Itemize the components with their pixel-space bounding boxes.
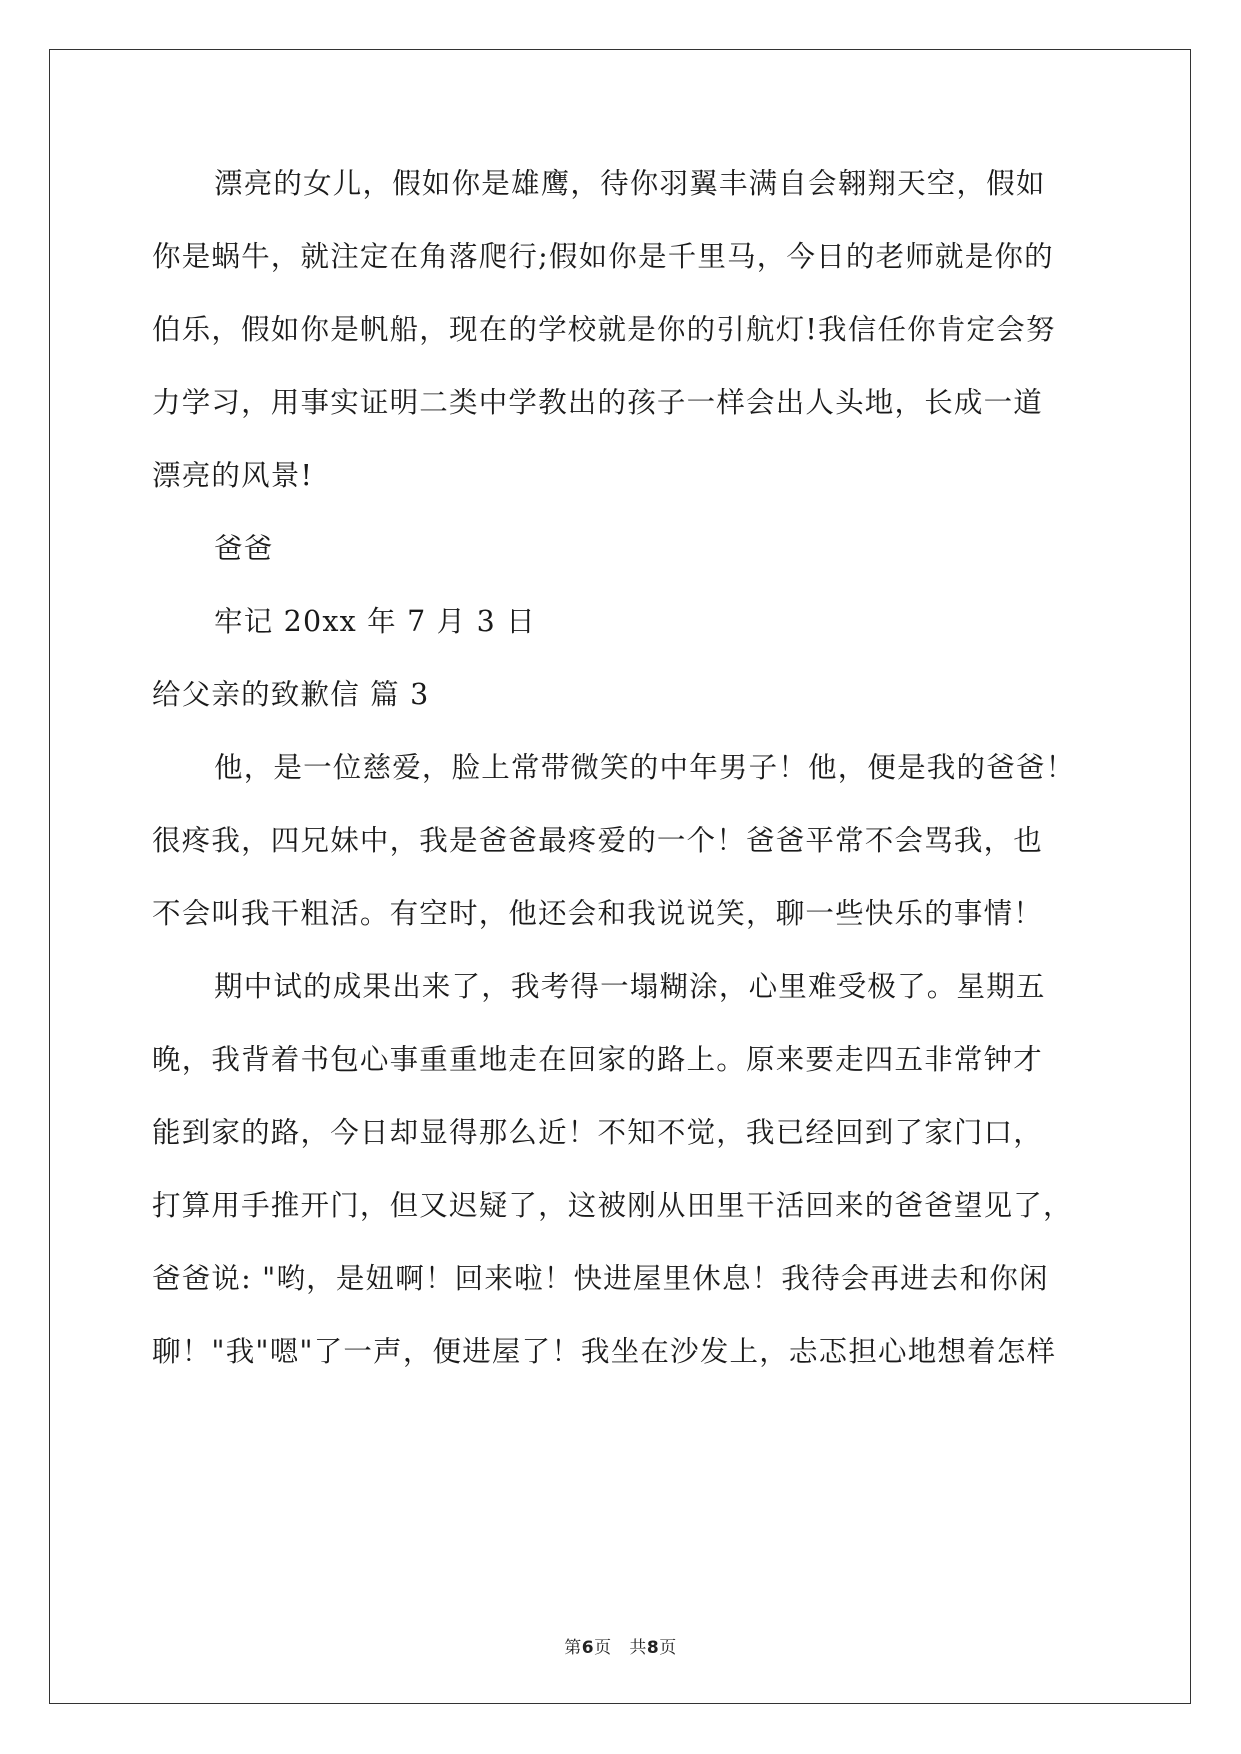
- text-line: 聊！"我"嗯"了一声，便进屋了！我坐在沙发上，忐忑担心地想着怎样: [152, 1335, 1057, 1368]
- text-line: 力学习，用事实证明二类中学教出的孩子一样会出人头地，长成一道: [152, 386, 1044, 419]
- total-page-number: 8: [646, 1638, 660, 1658]
- text-line: 期中试的成果出来了，我考得一塌糊涂，心里难受极了。星期五: [214, 970, 1046, 1003]
- text-line: 给父亲的致歉信 篇 3: [152, 678, 430, 711]
- text-line: 能到家的路，今日却显得那么近！不知不觉，我已经回到了家门口，: [152, 1116, 1044, 1149]
- text-line: 不会叫我干粗活。有空时，他还会和我说说笑，聊一些快乐的事情！: [152, 897, 1044, 930]
- current-page-number: 6: [581, 1638, 595, 1658]
- text-line: 伯乐，假如你是帆船，现在的学校就是你的引航灯!我信任你肯定会努: [152, 313, 1056, 346]
- text-line: 漂亮的风景!: [152, 459, 314, 492]
- footer-page-suffix: 页: [594, 1638, 612, 1658]
- page-footer: [0, 1633, 1241, 1658]
- footer-total-prefix: 共: [629, 1638, 647, 1658]
- text-line: 牢记 20xx 年 7 月 3 日: [214, 605, 536, 638]
- text-line: 爸爸: [214, 532, 274, 565]
- text-line: 爸爸说: "哟，是妞啊！回来啦！快进屋里休息！我待会再进去和你闲: [152, 1262, 1049, 1295]
- text-line: 晚，我背着书包心事重重地走在回家的路上。原来要走四五非常钟才: [152, 1043, 1044, 1076]
- text-line: 漂亮的女儿，假如你是雄鹰，待你羽翼丰满自会翱翔天空，假如: [214, 167, 1046, 200]
- text-line: 很疼我，四兄妹中，我是爸爸最疼爱的一个！爸爸平常不会骂我，也: [152, 824, 1044, 857]
- page-frame: [49, 49, 1191, 1704]
- footer-total-suffix: 页: [659, 1638, 677, 1658]
- text-line: 你是蜗牛，就注定在角落爬行;假如你是千里马，今日的老师就是你的: [152, 240, 1054, 273]
- text-line: 他，是一位慈爱，脸上常带微笑的中年男子！他，便是我的爸爸！: [214, 751, 1076, 784]
- text-line: 打算用手推开门，但又迟疑了，这被刚从田里干活回来的爸爸望见了，: [152, 1189, 1073, 1222]
- footer-prefix: 第: [564, 1638, 582, 1658]
